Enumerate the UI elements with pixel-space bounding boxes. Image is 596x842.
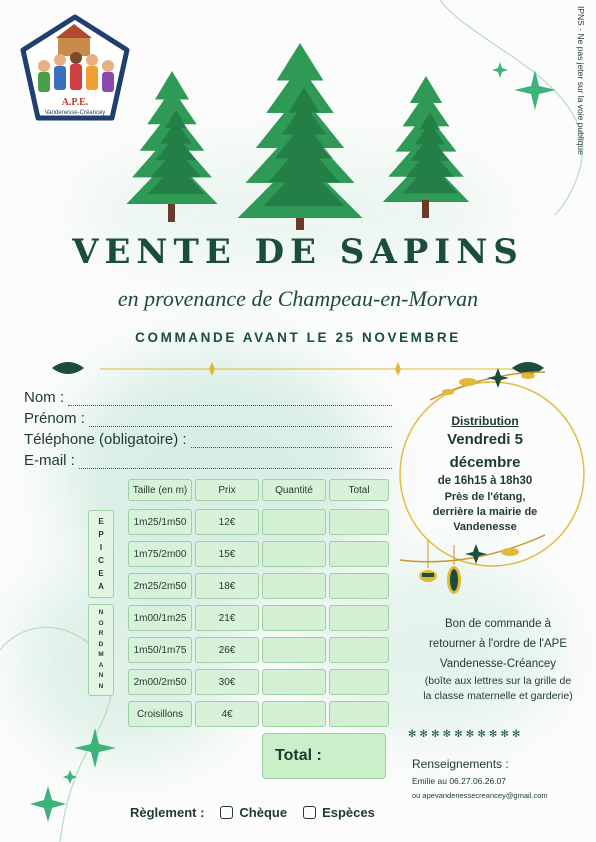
page-title: VENTE DE SAPINS xyxy=(72,232,524,272)
return-note-line: la classe maternelle et garderie) xyxy=(423,690,573,702)
cheque-checkbox[interactable] xyxy=(220,806,233,819)
ape-logo xyxy=(20,14,130,122)
header-price: Prix xyxy=(195,479,259,501)
return-note-line: (boîte aux lettres sur la grille de xyxy=(424,675,572,687)
quantity-input[interactable] xyxy=(262,669,326,695)
group-epicea: E P I C E A xyxy=(88,510,114,598)
price-cell: 18€ xyxy=(195,573,259,599)
total-input[interactable] xyxy=(329,701,389,727)
field-label: Prénom : xyxy=(24,410,85,427)
size-cell: 1m25/1m50 xyxy=(128,509,192,535)
info-email[interactable]: ou apevandenessecreancey@gmail.com xyxy=(412,791,548,800)
distribution-heading: Distribution xyxy=(451,414,519,428)
field-label: E-mail : xyxy=(24,452,75,469)
especes-checkbox[interactable] xyxy=(303,806,316,819)
firstname-field[interactable] xyxy=(24,410,392,427)
quantity-input[interactable] xyxy=(262,605,326,631)
gold-ring xyxy=(400,382,584,566)
size-cell: 1m50/1m75 xyxy=(128,637,192,663)
page-subtitle: en provenance de Champeau-en-Morvan xyxy=(117,286,479,311)
quantity-input[interactable] xyxy=(262,573,326,599)
total-input[interactable] xyxy=(329,573,389,599)
header-total: Total xyxy=(329,479,389,501)
grand-total-field[interactable] xyxy=(262,733,386,779)
size-cell: 2m25/2m50 xyxy=(128,573,192,599)
payment-label: Règlement : xyxy=(130,805,205,820)
quantity-input[interactable] xyxy=(262,541,326,567)
header-size: Taille (en m) xyxy=(128,479,192,501)
payment-row xyxy=(130,805,375,820)
logo-subtext: Vandenesse-Créancey xyxy=(44,110,106,116)
phone-field[interactable] xyxy=(24,431,392,448)
gold-divider xyxy=(52,362,544,376)
field-label: Téléphone (obligatoire) : xyxy=(24,431,187,448)
order-deadline: COMMANDE AVANT LE 25 NOVEMBRE xyxy=(135,330,461,345)
cheque-label: Chèque xyxy=(239,805,288,820)
ipns-note: IPNS - Ne pas jeter sur la voie publique xyxy=(576,6,586,155)
snowflake-row xyxy=(408,729,520,740)
return-note-line: Vandenesse-Créancey xyxy=(439,658,557,670)
svg-text:✻ ✻ ✻ ✻ ✻ ✻ ✻ ✻ ✻ ✻: ✻ ✻ ✻ ✻ ✻ ✻ ✻ ✻ ✻ ✻ xyxy=(408,729,521,740)
info-label: Renseignements : xyxy=(412,757,509,771)
total-input[interactable] xyxy=(329,637,389,663)
size-cell: 2m00/2m50 xyxy=(128,669,192,695)
distribution-place-line: Vandenesse xyxy=(453,521,517,533)
price-cell: 30€ xyxy=(195,669,259,695)
return-note-line: Bon de commande à xyxy=(444,618,552,630)
quantity-input[interactable] xyxy=(262,509,326,535)
price-cell: 21€ xyxy=(195,605,259,631)
header-quantity: Quantité xyxy=(262,479,326,501)
logo-text: A.P.E. xyxy=(61,97,89,108)
name-field[interactable] xyxy=(24,389,392,406)
total-input[interactable] xyxy=(329,509,389,535)
email-field[interactable] xyxy=(24,452,392,469)
distribution-day: Vendredi 5 xyxy=(447,431,523,448)
size-cell: Croisillons xyxy=(128,701,192,727)
size-cell: 1m00/1m25 xyxy=(128,605,192,631)
return-note-line: retourner à l'ordre de l'APE xyxy=(429,638,567,650)
distribution-month: décembre xyxy=(449,454,521,471)
distribution-place-line: Près de l'étang, xyxy=(444,491,526,503)
total-input[interactable] xyxy=(329,669,389,695)
total-input[interactable] xyxy=(329,605,389,631)
total-label: Total : xyxy=(275,747,322,764)
group-nordmann: N O R D M A N N xyxy=(88,604,114,696)
field-label: Nom : xyxy=(24,389,65,406)
especes-label: Espèces xyxy=(322,805,375,820)
info-phone: Emilie au 06.27.06.26.07 xyxy=(412,776,507,786)
price-cell: 12€ xyxy=(195,509,259,535)
distribution-hours: de 16h15 à 18h30 xyxy=(437,475,533,487)
quantity-input[interactable] xyxy=(262,701,326,727)
distribution-place-line: derrière la mairie de xyxy=(432,506,538,518)
total-input[interactable] xyxy=(329,541,389,567)
price-cell: 26€ xyxy=(195,637,259,663)
price-cell: 4€ xyxy=(195,701,259,727)
size-cell: 1m75/2m00 xyxy=(128,541,192,567)
quantity-input[interactable] xyxy=(262,637,326,663)
price-cell: 15€ xyxy=(195,541,259,567)
